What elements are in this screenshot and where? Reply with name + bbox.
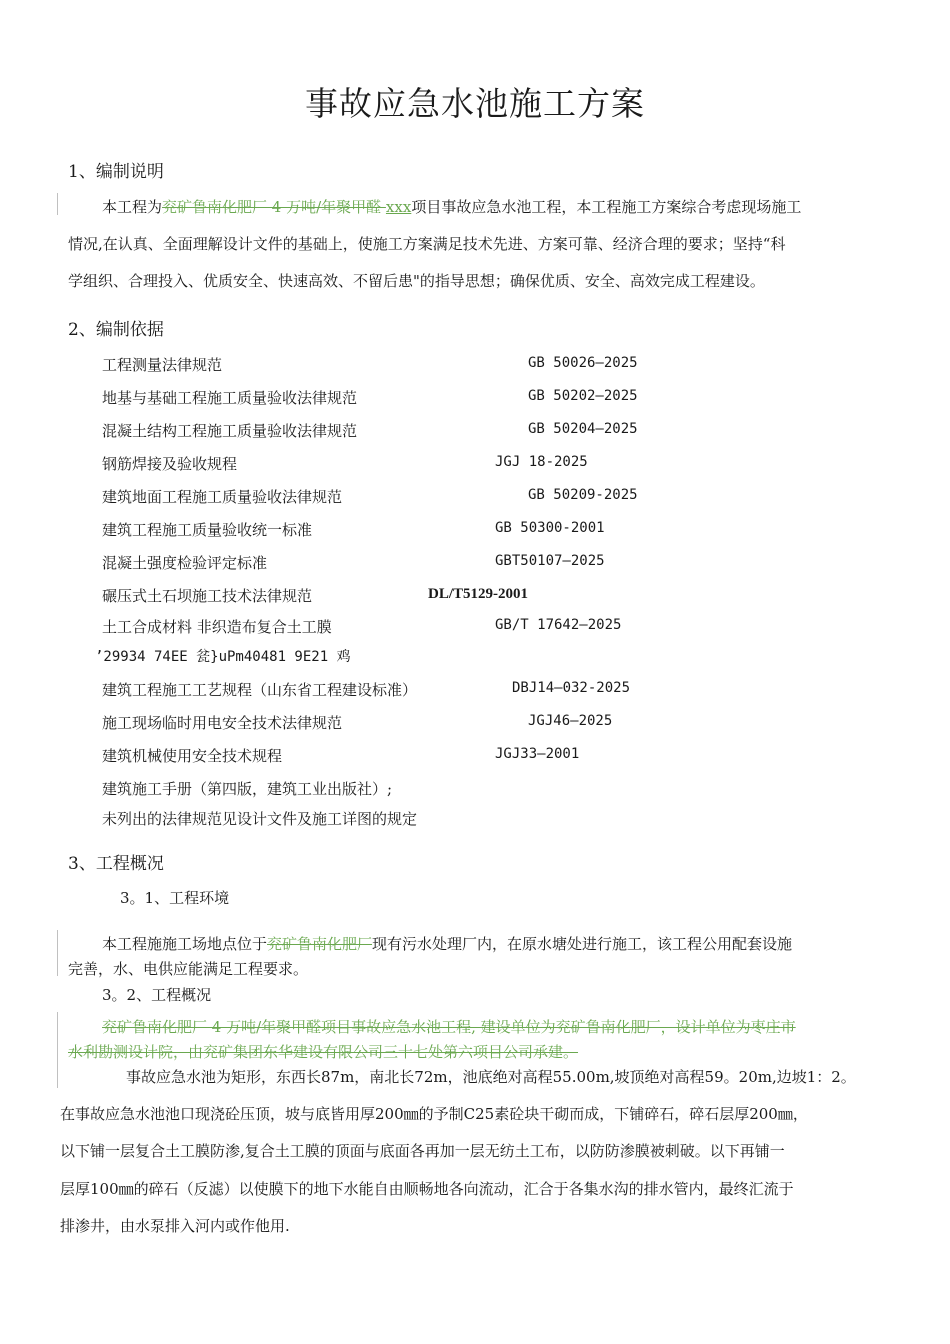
text-run: 项目事故应急水池工程，本工程施工方案综合考虑现场施工 <box>411 198 802 216</box>
standard-name: 建筑地面工程施工质量验收法律规范 <box>102 488 343 506</box>
environment-line-2: 完善，水、电供应能满足工程要求。 <box>68 960 309 978</box>
text-run: 本工程施施工场地点位于 <box>102 935 268 953</box>
standard-code: GB/T 17642—2025 <box>495 617 622 633</box>
standard-code: GB 50209-2025 <box>528 487 638 503</box>
revision-bar <box>57 193 58 215</box>
overview-line-2: 在事故应急水池池口现浇砼压顶，坡与底皆用厚200㎜的予制C25素砼块干砌而成，下铺碎石，碎石层厚200㎜， <box>60 1105 808 1123</box>
text-run: 本工程为 <box>102 198 163 216</box>
standard-name: 建筑工程施工质量验收统一标准 <box>102 521 313 539</box>
standard-name: 钢筋焊接及验收规程 <box>102 455 238 473</box>
section-1-line-2: 情况,在认真、全面理解设计文件的基础上，使施工方案满足技术先进、方案可靠、经济合理的要求；坚持“科 <box>68 235 786 253</box>
garbled-line: ’29934 74EE 瓫}uPm40481 9E21 鸡 <box>95 649 351 665</box>
standard-name: 施工现场临时用电安全技术法律规范 <box>102 714 343 732</box>
page-title: 事故应急水池施工方案 <box>305 84 645 123</box>
standard-name: 碾压式土石坝施工技术法律规范 <box>102 587 313 605</box>
deleted-text: 兖矿鲁南化肥厂 4 万吨/年聚甲醛 <box>162 198 386 216</box>
overview-line-1: 事故应急水池为矩形，东西长87m，南北长72m，池底绝对高程55.00m,坡顶绝对高程59。20m,边坡1：2。 <box>126 1068 856 1086</box>
deleted-paragraph-line: 水利勘测设计院，由兖矿集团东华建设有限公司三十七处第六项目公司承建。 <box>68 1043 579 1061</box>
overview-line-4: 层厚100㎜的碎石（反滤）以使膜下的地下水能自由顺畅地各向流动，汇合于各集水沟的排水管内，最终汇流于 <box>60 1180 794 1198</box>
overview-line-5: 排渗井，由水泵排入河内或作他用. <box>60 1217 290 1235</box>
standard-code: GB 50204—2025 <box>528 421 638 437</box>
subsection-heading: 3。1、工程环境 <box>120 889 230 907</box>
section-2-heading: 2、编制依据 <box>68 320 164 340</box>
standard-code: GBT50107—2025 <box>495 553 605 569</box>
standard-name: 地基与基础工程施工质量验收法律规范 <box>102 389 358 407</box>
standard-name: 建筑施工手册（第四版，建筑工业出版社）; <box>102 780 393 798</box>
standard-name: 混凝土结构工程施工质量验收法律规范 <box>102 422 358 440</box>
inserted-text: xxx <box>385 198 412 216</box>
environment-line-1 <box>102 933 792 954</box>
subsection-heading: 3。2、工程概况 <box>102 986 212 1004</box>
revision-bar <box>57 930 58 976</box>
standard-name: 建筑工程施工工艺规程（山东省工程建设标准） <box>102 681 418 699</box>
standard-name: 土工合成材料 非织造布复合土工膜 <box>102 618 332 636</box>
standard-code: DBJ14—032-2025 <box>512 680 631 696</box>
standard-name: 建筑机械使用安全技术规程 <box>102 747 283 765</box>
standard-code: JGJ46—2025 <box>528 713 613 729</box>
standard-name: 混凝土强度检验评定标准 <box>102 554 268 572</box>
deleted-paragraph-line: 兖矿鲁南化肥厂 4 万吨/年聚甲醛项目事故应急水池工程, 建设单位为兖矿鲁南化肥厂，设计单位为枣庄市 <box>102 1018 796 1036</box>
section-1-heading: 1、编制说明 <box>68 162 164 182</box>
standard-code: GB 50202—2025 <box>528 388 638 404</box>
section-1-line-3: 学组织、合理投入、优质安全、快速高效、不留后患"的指导思想；确保优质、安全、高效完成工程建设。 <box>68 272 765 290</box>
revision-bar <box>57 1012 58 1088</box>
standard-name: 工程测量法律规范 <box>102 356 223 374</box>
overview-line-3: 以下铺一层复合土工膜防渗,复合土工膜的顶面与底面各再加一层无纺土工布，以防防渗膜被刺破。以下再铺一 <box>60 1142 785 1160</box>
standard-code: JGJ33—2001 <box>495 746 580 762</box>
section-3-heading: 3、工程概况 <box>68 854 164 874</box>
standard-code: GB 50026—2025 <box>528 355 638 371</box>
standard-code: GB 50300-2001 <box>495 520 605 536</box>
section-1-line-1 <box>102 196 801 217</box>
standard-code: DL/T5129-2001 <box>428 586 529 602</box>
standard-code: JGJ 18-2025 <box>495 454 588 470</box>
standard-name: 未列出的法律规范见设计文件及施工详图的规定 <box>102 810 418 828</box>
text-run: 现有污水处理厂内，在原水塘处进行施工，该工程公用配套设施 <box>372 935 793 953</box>
deleted-text: 兖矿鲁南化肥厂 <box>267 935 373 953</box>
